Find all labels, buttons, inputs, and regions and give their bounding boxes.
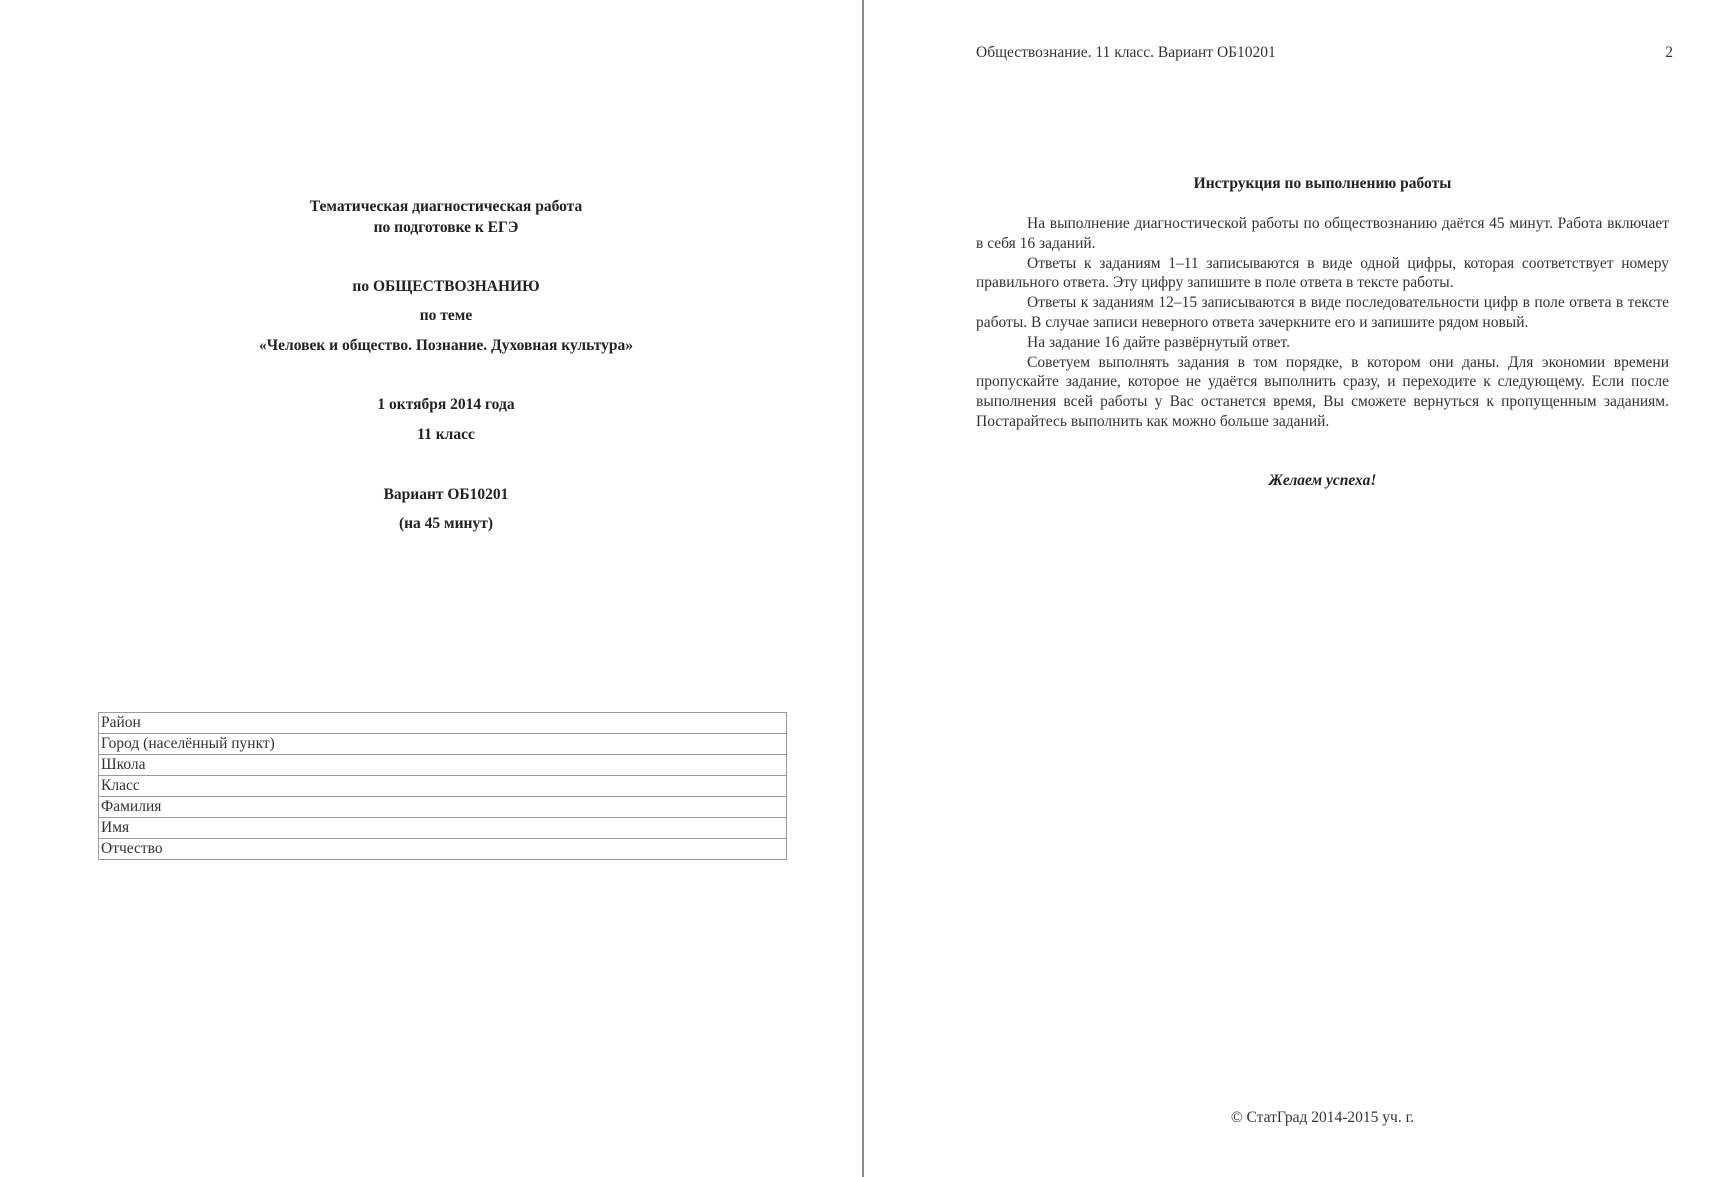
instruction-body <box>976 214 1669 432</box>
grade-label: 11 класс <box>417 426 475 443</box>
title-line-1: Тематическая диагностическая работа <box>309 198 583 215</box>
student-info-table <box>98 712 787 860</box>
copyright-footer: © СтатГрад 2014-2015 уч. г. <box>1230 1109 1415 1126</box>
table-row <box>99 818 787 839</box>
info-row-patronymic[interactable]: Отчество <box>99 839 787 860</box>
instruction-paragraph: Советуем выполнять задания в том порядке, в котором они даны. Для экономии времени пропускайте задание, которое не удаётся выполнить сразу, и переходите к следующему. Если после выполнения всей работы у Вас останется время, Вы сможете вернуться к пропущенным заданиям. Постарайтесь выполнить как можно больше заданий. <box>976 353 1669 430</box>
table-row <box>99 734 787 755</box>
info-row-city[interactable]: Город (населённый пункт) <box>99 734 787 755</box>
table-row <box>99 776 787 797</box>
left-page <box>0 0 862 1177</box>
info-row-school[interactable]: Школа <box>99 755 787 776</box>
running-head: Обществознание. 11 класс. Вариант ОБ10201 <box>976 44 1276 61</box>
topic-label: по теме <box>419 307 473 324</box>
instruction-title: Инструкция по выполнению работы <box>1193 175 1452 192</box>
exam-date: 1 октября 2014 года <box>377 396 515 413</box>
instruction-paragraph: Ответы к заданиям 12–15 записываются в виде последовательности цифр в поле ответа в тексте работы. В случае записи неверного ответа зачеркните его и запишите рядом новый. <box>976 294 1669 331</box>
right-page <box>864 0 1729 1177</box>
topic-title: «Человек и общество. Познание. Духовная культура» <box>259 337 633 354</box>
info-row-class[interactable]: Класс <box>99 776 787 797</box>
page-number: 2 <box>1665 44 1673 61</box>
table-row <box>99 839 787 860</box>
info-row-surname[interactable]: Фамилия <box>99 797 787 818</box>
wish-text: Желаем успеха! <box>1268 472 1377 489</box>
title-line-2: по подготовке к ЕГЭ <box>373 219 519 236</box>
instruction-paragraph: На задание 16 дайте развёрнутый ответ. <box>1027 333 1291 351</box>
table-row <box>99 797 787 818</box>
info-row-district[interactable]: Район <box>99 713 787 734</box>
info-row-name[interactable]: Имя <box>99 818 787 839</box>
instruction-paragraph: На выполнение диагностической работы по обществознанию даётся 45 минут. Работа включает в себя 16 заданий. <box>976 215 1669 252</box>
table-row <box>99 755 787 776</box>
subject-heading: по ОБЩЕСТВОЗНАНИЮ <box>352 278 540 295</box>
table-row <box>99 713 787 734</box>
variant-label: Вариант ОБ10201 <box>383 486 509 503</box>
instruction-paragraph: Ответы к заданиям 1–11 записываются в виде одной цифры, которая соответствует номеру правильного ответа. Эту цифру запишите в поле ответа в тексте работы. <box>976 254 1669 292</box>
duration-label: (на 45 минут) <box>398 515 494 532</box>
